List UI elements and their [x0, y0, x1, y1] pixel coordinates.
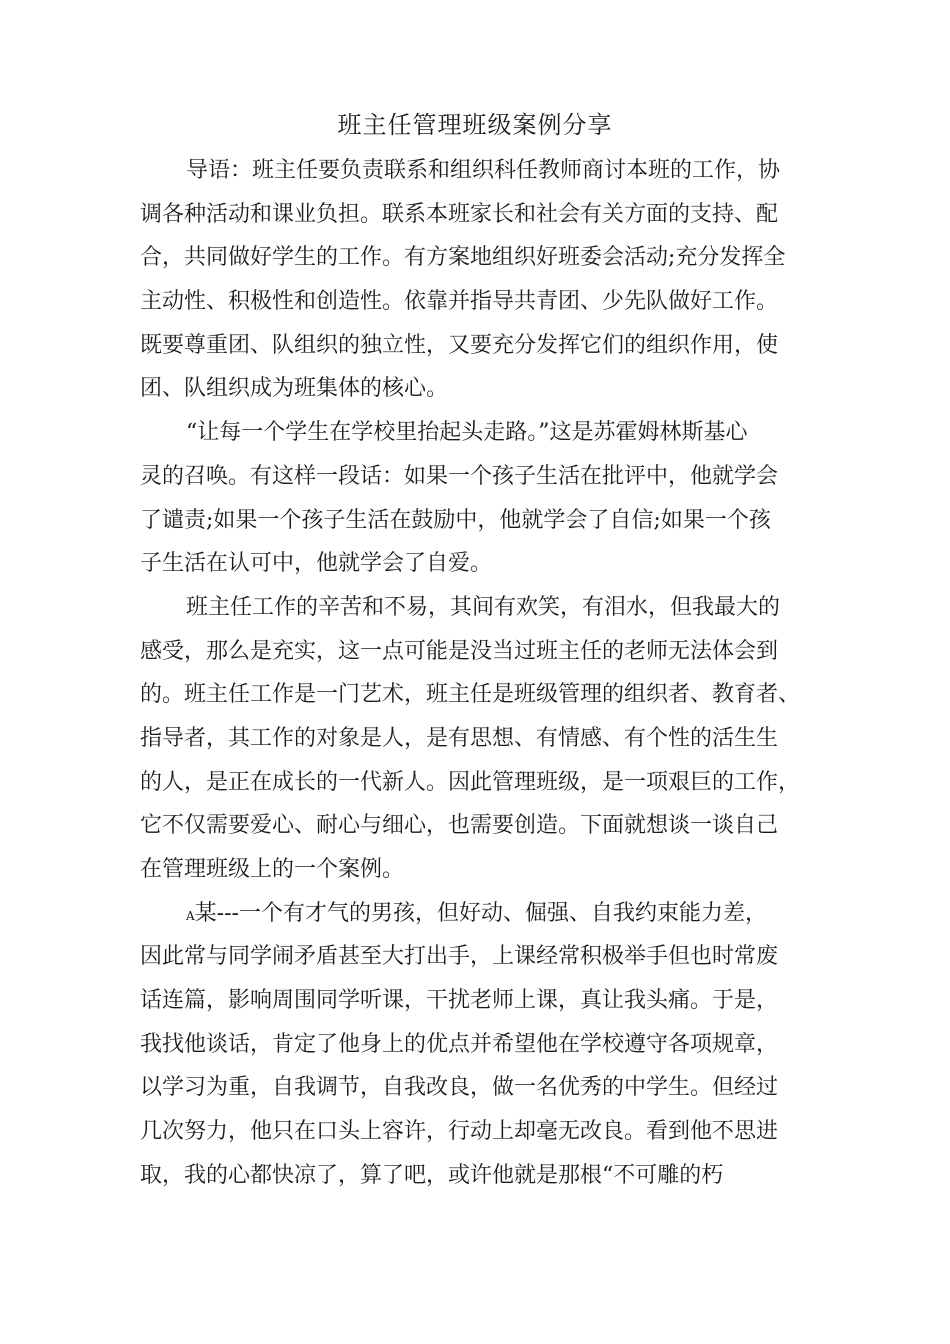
name-initial: A — [186, 908, 195, 923]
paragraph-line: 合，共同做好学生的工作。有方案地组织好班委会活动;充分发挥全 — [140, 245, 786, 271]
paragraph-line: 团、队组织成为班集体的核心。 — [140, 376, 449, 402]
paragraph-line: 在管理班级上的一个案例。 — [140, 857, 405, 882]
paragraph-line-text: 某---一个有才气的男孩，但好动、倔强、自我约束能力差， — [194, 900, 767, 926]
paragraph-line: 班主任工作的辛苦和不易，其间有欢笑，有泪水，但我最大的 — [186, 594, 781, 620]
paragraph-line: 了谴责;如果一个孩子生活在鼓励中，他就学会了自信;如果一个孩 — [140, 507, 771, 533]
paragraph-line: 因此常与同学闹矛盾甚至大打出手，上课经常积极举手但也时常废 — [140, 944, 779, 970]
paragraph-line: 的。班主任工作是一门艺术，班主任是班级管理的组织者、教育者、 — [140, 682, 801, 708]
paragraph-line: 子生活在认可中，他就学会了自爱。 — [140, 551, 493, 577]
paragraph-line: 调各种活动和课业负担。联系本班家长和社会有关方面的支持、配 — [140, 201, 779, 227]
paragraph-line: “让每一个学生在学校里抬起头走路。”这是苏霍姆林斯基心 — [186, 420, 748, 446]
paragraph-line: 我找他谈话，肯定了他身上的优点并希望他在学校遵守各项规章， — [140, 1031, 779, 1057]
paragraph-line: 感受，那么是充实，这一点可能是没当过班主任的老师无法体会到 — [140, 638, 779, 664]
paragraph-line: 几次努力，他只在口头上容许，行动上却毫无改良。看到他不思进 — [140, 1119, 779, 1145]
paragraph-line: 主动性、积极性和创造性。依靠并指导共青团、少先队做好工作。 — [140, 289, 779, 315]
paragraph-line: 它不仅需要爱心、耐心与细心，也需要创造。下面就想谈一谈自己 — [140, 813, 779, 839]
document-title: 班主任管理班级案例分享 — [337, 111, 613, 139]
document-body — [140, 149, 808, 1198]
paragraph-line-first — [140, 892, 808, 936]
paragraph-line: 灵的召唤。有这样一段话：如果一个孩子生活在批评中，他就学会 — [140, 463, 779, 489]
paragraph-line: 指导者，其工作的对象是人，是有思想、有情感、有个性的活生生 — [140, 725, 779, 751]
paragraph-line: 导语：班主任要负责联系和组织科任教师商讨本班的工作，协 — [186, 158, 781, 183]
paragraph-line: 取，我的心都快凉了，算了吧，或许他就是那根“不可雕的朽 — [140, 1162, 724, 1188]
paragraph-line: 话连篇，影响周围同学听课，干扰老师上课，真让我头痛。于是， — [140, 988, 779, 1014]
paragraph-line: 既要尊重团、队组织的独立性，又要充分发挥它们的组织作用，使 — [140, 332, 779, 358]
paragraph-line: 以学习为重，自我调节，自我改良，做一名优秀的中学生。但经过 — [140, 1075, 779, 1101]
paragraph-line: 的人，是正在成长的一代新人。因此管理班级，是一项艰巨的工作， — [140, 769, 801, 795]
